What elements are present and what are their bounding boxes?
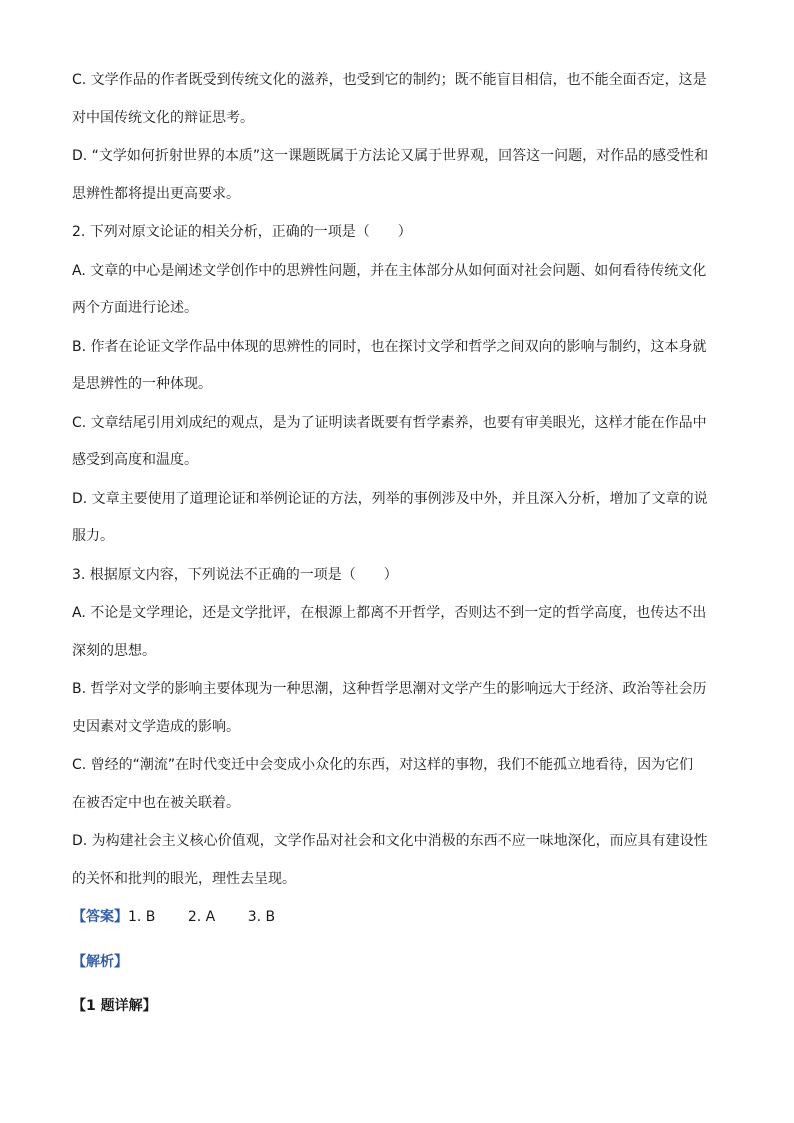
answer-line [72, 899, 722, 937]
text-paragraph [72, 557, 722, 595]
text-line: C. 曾经的“潮流”在时代变迁中会变成小众化的东西，对这样的事物，我们不能孤立地看待，因为它们 [72, 757, 694, 773]
text-paragraph [72, 481, 722, 556]
question-blocks [72, 62, 722, 898]
text-paragraph [72, 214, 722, 252]
text-line: C. 文学作品的作者既受到传统文化的滋养，也受到它的制约；既不能盲目相信，也不能全面否定，这是 [72, 72, 707, 88]
text-line: 是思辨性的一种体现。 [72, 376, 212, 392]
text-line: 感受到高度和温度。 [72, 452, 198, 468]
text-line: D. “文学如何折射世界的本质”这一课题既属于方法论又属于世界观，回答这一问题，对作品的感受性和 [72, 148, 709, 164]
text-line: C. 文章结尾引用刘成纪的观点，是为了证明读者既要有哲学素养，也要有审美眼光，这样才能在作品中 [72, 414, 707, 431]
text-paragraph [72, 747, 722, 822]
text-line: 史因素对文学造成的影响。 [72, 718, 240, 735]
text-paragraph [72, 671, 722, 746]
text-line: A. 文章的中心是阐述文学创作中的思辨性问题，并在主体部分从如何面对社会问题、如何看待传统文化 [72, 262, 707, 279]
text-line: 服力。 [72, 528, 114, 544]
text-line: 对中国传统文化的辩证思考。 [72, 109, 254, 126]
text-line: 两个方面进行论述。 [72, 300, 198, 316]
text-line: 3. 根据原文内容，下列说法不正确的一项是（ ） [72, 566, 398, 583]
text-line: A. 不论是文学理论，还是文学批评，在根源上都离不开哲学，否则达不到一定的哲学高度，也传达不出 [72, 605, 707, 621]
text-paragraph [72, 329, 722, 404]
text-paragraph [72, 595, 722, 670]
text-paragraph [72, 62, 722, 137]
text-line: 深刻的思想。 [72, 642, 156, 659]
text-line: D. 文章主要使用了道理论证和举例论证的方法，列举的事例涉及中外，并且深入分析，增加了文章的说 [72, 490, 708, 507]
text-line: B. 哲学对文学的影响主要体现为一种思潮，这种哲学思潮对文学产生的影响远大于经济、政治等社会历 [72, 681, 707, 697]
text-paragraph [72, 823, 722, 898]
text-line: 在被否定中也在被关联着。 [72, 794, 240, 811]
text-line: 2. 下列对原文论证的相关分析，正确的一项是（ ） [72, 224, 412, 240]
text-paragraph [72, 253, 722, 328]
text-paragraph [72, 405, 722, 480]
text-paragraph [72, 138, 722, 213]
text-line: B. 作者在论证文学作品中体现的思辨性的同时，也在探讨文学和哲学之间双向的影响与制约，这本身就 [72, 338, 707, 355]
document-page [72, 62, 722, 1033]
analysis-heading: 【解析】 [72, 953, 128, 970]
answer-text: 1. B 2. A 3. B [128, 909, 276, 925]
text-line: 思辨性都将提出更高要求。 [72, 185, 240, 202]
text-line: D. 为构建社会主义核心价值观，文学作品对社会和文化中消极的东西不应一味地深化，而应具有建设性 [72, 833, 708, 849]
text-line: 的关怀和批判的眼光，理性去呈现。 [72, 870, 296, 887]
answer-label: 【答案】 [72, 909, 128, 925]
detail-heading: 【1 题详解】 [72, 998, 157, 1014]
